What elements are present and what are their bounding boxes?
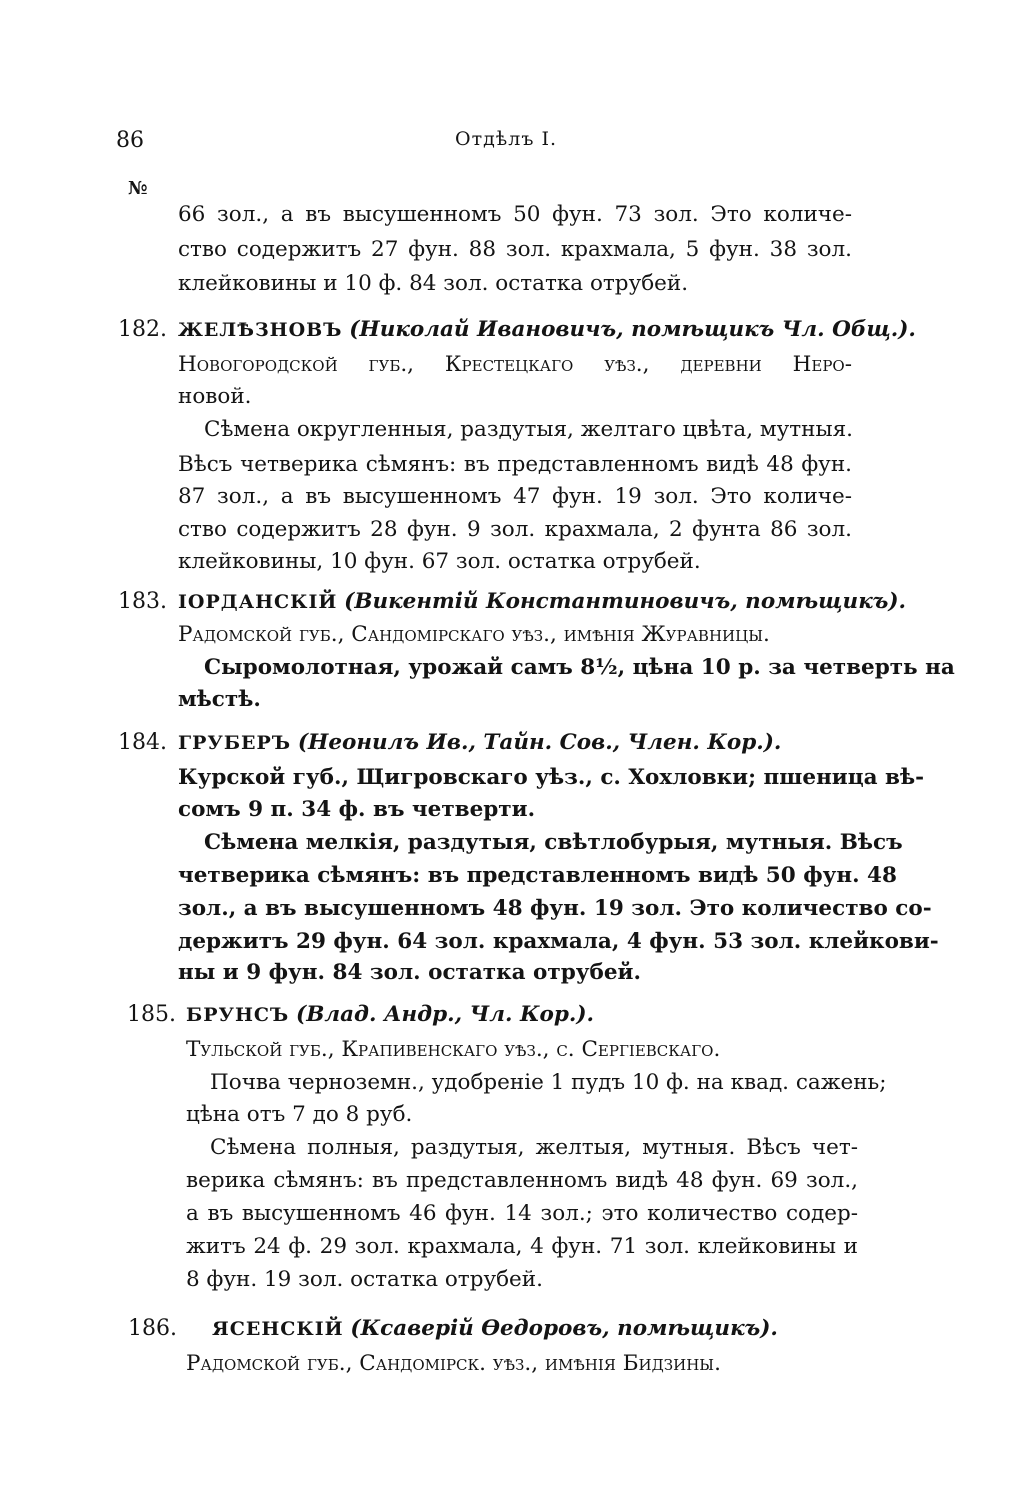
running-head: Отдѣлъ I. [455, 128, 557, 150]
entry-number-184: 184. [118, 730, 167, 755]
entry-184-line-6: держитъ 29 фун. 64 зол. крахмала, 4 фун. 53 зол. клейкови- [178, 929, 939, 954]
entry-183-name: ІОРДАНСКІЙ [178, 591, 338, 613]
entry-number-185: 185. [127, 1002, 176, 1027]
entry-185-line-7: житъ 24 ф. 29 зол. крахмала, 4 фун. 71 зол. клейковины и [186, 1234, 858, 1259]
entry-186-heading [212, 1314, 778, 1344]
page-number: 86 [116, 128, 144, 153]
continuation-line-3: клейковины и 10 ф. 84 зол. остатка отрубей. [178, 271, 689, 296]
entry-186-title: (Ксаверій Ѳедоровъ, помѣщикъ). [350, 1316, 778, 1341]
entry-182-line-2: новой. [178, 384, 252, 409]
number-sign-marker: № [128, 178, 148, 199]
entry-182-heading [178, 315, 916, 345]
entry-185-line-4: Сѣмена полныя, раздутыя, желтыя, мутныя. Вѣсъ чет- [210, 1135, 858, 1160]
entry-183-heading [178, 587, 906, 617]
entry-184-line-2: сомъ 9 п. 34 ф. въ четверти. [178, 797, 536, 822]
entry-186-line-1: Радомской губ., Сандомірск. уѣз., имѣнія Бидзины. [186, 1351, 721, 1376]
entry-182-line-3: Сѣмена округленныя, раздутыя, желтаго цвѣта, мутныя. [204, 417, 854, 442]
page-header [0, 128, 1012, 160]
entry-184-title: (Неонилъ Ив., Тайн. Сов., Член. Кор.). [297, 730, 782, 755]
entry-185-line-8: 8 фун. 19 зол. остатка отрубей. [186, 1267, 543, 1292]
entry-185-title: (Влад. Андр., Чл. Кор.). [296, 1002, 595, 1027]
continuation-line-2: ство содержитъ 27 фун. 88 зол. крахмала, 5 фун. 38 зол. [178, 237, 852, 262]
entry-184-line-7: ны и 9 фун. 84 зол. остатка отрубей. [178, 960, 641, 985]
entry-185-line-5: верика сѣмянъ: въ представленномъ видѣ 48 фун. 69 зол., [186, 1168, 858, 1193]
entry-182-line-5: 87 зол., а въ высушенномъ 47 фун. 19 зол. Это количе- [178, 484, 852, 509]
entry-185-line-3: цѣна отъ 7 до 8 руб. [186, 1102, 413, 1127]
entry-184-line-3: Сѣмена мелкія, раздутыя, свѣтлобурыя, мутныя. Вѣсъ [204, 830, 903, 855]
entry-182-line-6: ство содержитъ 28 фун. 9 зол. крахмала, 2 фунта 86 зол. [178, 517, 852, 542]
entry-186-name: ЯСЕНСКІЙ [212, 1318, 344, 1340]
entry-number-183: 183. [118, 589, 167, 614]
entry-184-line-4: четверика сѣмянъ: въ представленномъ видѣ 50 фун. 48 [178, 863, 897, 888]
entry-182-line-1: Новогородской губ., Крестецкаго уѣз., деревни Неро- [178, 352, 852, 377]
entry-182-line-4: Вѣсъ четверика сѣмянъ: въ представленномъ видѣ 48 фун. [178, 452, 852, 477]
entry-183-title: (Викентій Константиновичъ, помѣщикъ). [344, 589, 907, 614]
entry-183-line-2: Сыромолотная, урожай самъ 8½, цѣна 10 р. за четверть на [204, 655, 955, 680]
entry-184-line-1: Курской губ., Щигровскаго уѣз., с. Хохловки; пшеница вѣ- [178, 765, 925, 790]
entry-185-line-2: Почва черноземн., удобреніе 1 пудъ 10 ф. на квад. сажень; [210, 1070, 887, 1095]
entry-185-line-1: Тульской губ., Крапивенскаго уѣз., с. Сергіевскаго. [186, 1037, 721, 1062]
entry-185-line-6: а въ высушенномъ 46 фун. 14 зол.; это количество содер- [186, 1201, 858, 1226]
entry-184-line-5: зол., а въ высушенномъ 48 фун. 19 зол. Это количество со- [178, 896, 932, 921]
entry-183-line-3: мѣстѣ. [178, 687, 261, 712]
continuation-line-1: 66 зол., а въ высушенномъ 50 фун. 73 зол. Это количе- [178, 202, 852, 227]
entry-185-heading [186, 1000, 594, 1030]
entry-182-name: ЖЕЛѢЗНОВЪ [178, 319, 343, 341]
entry-number-186: 186. [128, 1316, 177, 1341]
entry-183-line-1: Радомской губ., Сандомірскаго уѣз., имѣнія Журавницы. [178, 622, 770, 647]
entry-184-name: ГРУБЕРЪ [178, 732, 292, 754]
entry-184-heading [178, 728, 781, 758]
entry-182-line-7: клейковины, 10 фун. 67 зол. остатка отрубей. [178, 549, 701, 574]
entry-number-182: 182. [118, 317, 167, 342]
entry-182-title: (Николай Ивановичъ, помѣщикъ Чл. Общ.). [349, 317, 916, 342]
entry-185-name: БРУНСЪ [186, 1004, 290, 1026]
